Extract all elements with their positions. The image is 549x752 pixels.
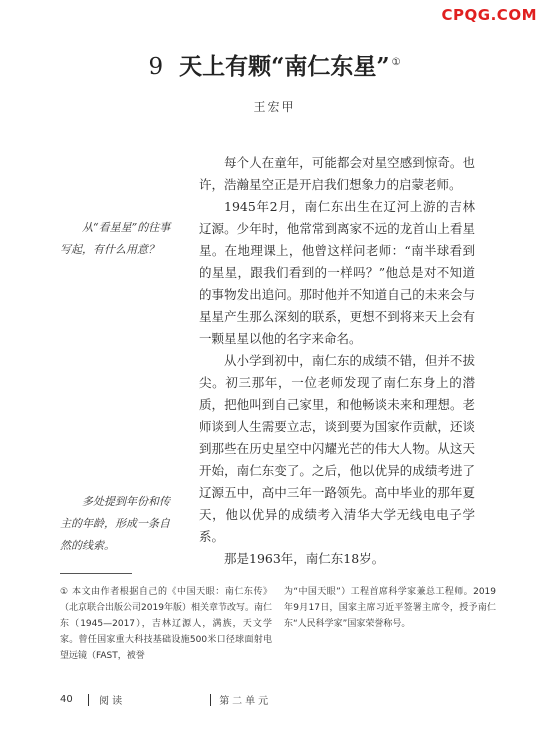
unit-name: 第二单元 — [219, 696, 272, 707]
page-number: 40 — [60, 694, 73, 705]
footer-divider — [88, 694, 89, 706]
paragraph-4: 那是1963年，南仁东18岁。 — [224, 551, 385, 566]
footnote-right-column: 为“中国天眼”）工程首席科学家兼总工程师。2019年9月17日，国家主席习近平签署主席令，授予南仁东“人民科学家”国家荣誉称号。 — [284, 587, 496, 629]
author-name: 王宏甲 — [253, 100, 296, 114]
article-body — [199, 152, 475, 570]
side-annotation-1: 从“看星星”的往事写起，有什么用意？ — [60, 221, 171, 256]
paragraph-2: 1945年2月，南仁东出生在辽河上游的吉林辽源。少年时，他常常到离家不远的龙首山上看星星。在地理课上，他曾这样问老师：“南半球看到的星星，跟我们看到的一样吗？”他总是对不知道的事物发出追问。那时他并不知道自己的未来会与星星产生那么深刻的联系，更想不到将来天上会有一颗星星以他的名字来命名。 — [199, 199, 475, 346]
side-annotation-2: 多处提到年份和传主的年龄，形成一条自然的线索。 — [60, 495, 170, 552]
footer-divider — [210, 694, 211, 706]
site-watermark: CPQG.COM — [441, 6, 537, 24]
title-footnote-mark[interactable]: ① — [391, 57, 401, 69]
book-name: 阅 读 — [99, 696, 123, 707]
paragraph-1: 每个人在童年，可能都会对星空感到惊奇。也许，浩瀚星空正是开启我们想象力的启蒙老师。 — [199, 155, 475, 192]
paragraph-3: 从小学到初中，南仁东的成绩不错，但并不拔尖。初三那年，一位老师发现了南仁东身上的潜质，把他叫到自己家里，和他畅谈未来和理想。老师谈到人生需要立志，谈到要为国家作贡献，还谈到那些在历史星空中闪耀光芒的伟大人物。从这天开始，南仁东变了。之后，他以优异的成绩考进了辽源五中，高中三年一路领先。高中毕业的那年夏天，他以优异的成绩考入清华大学无线电电子学系。 — [199, 353, 475, 544]
footnote-left-column: ① 本文由作者根据自己的《中国天眼：南仁东传》（北京联合出版公司2019年版）相关章节改写。南仁东（1945—2017），吉林辽源人，满族，天文学家。曾任国家重大科技基础设施500米口径球面射电望远镜（FAST，被誉 — [60, 587, 272, 661]
footnote-divider — [60, 573, 132, 574]
lesson-title — [0, 48, 549, 81]
page-footer — [60, 692, 271, 707]
lesson-number: 9 — [148, 54, 164, 80]
lesson-title-text: 天上有颗“南仁东星” — [179, 53, 390, 80]
